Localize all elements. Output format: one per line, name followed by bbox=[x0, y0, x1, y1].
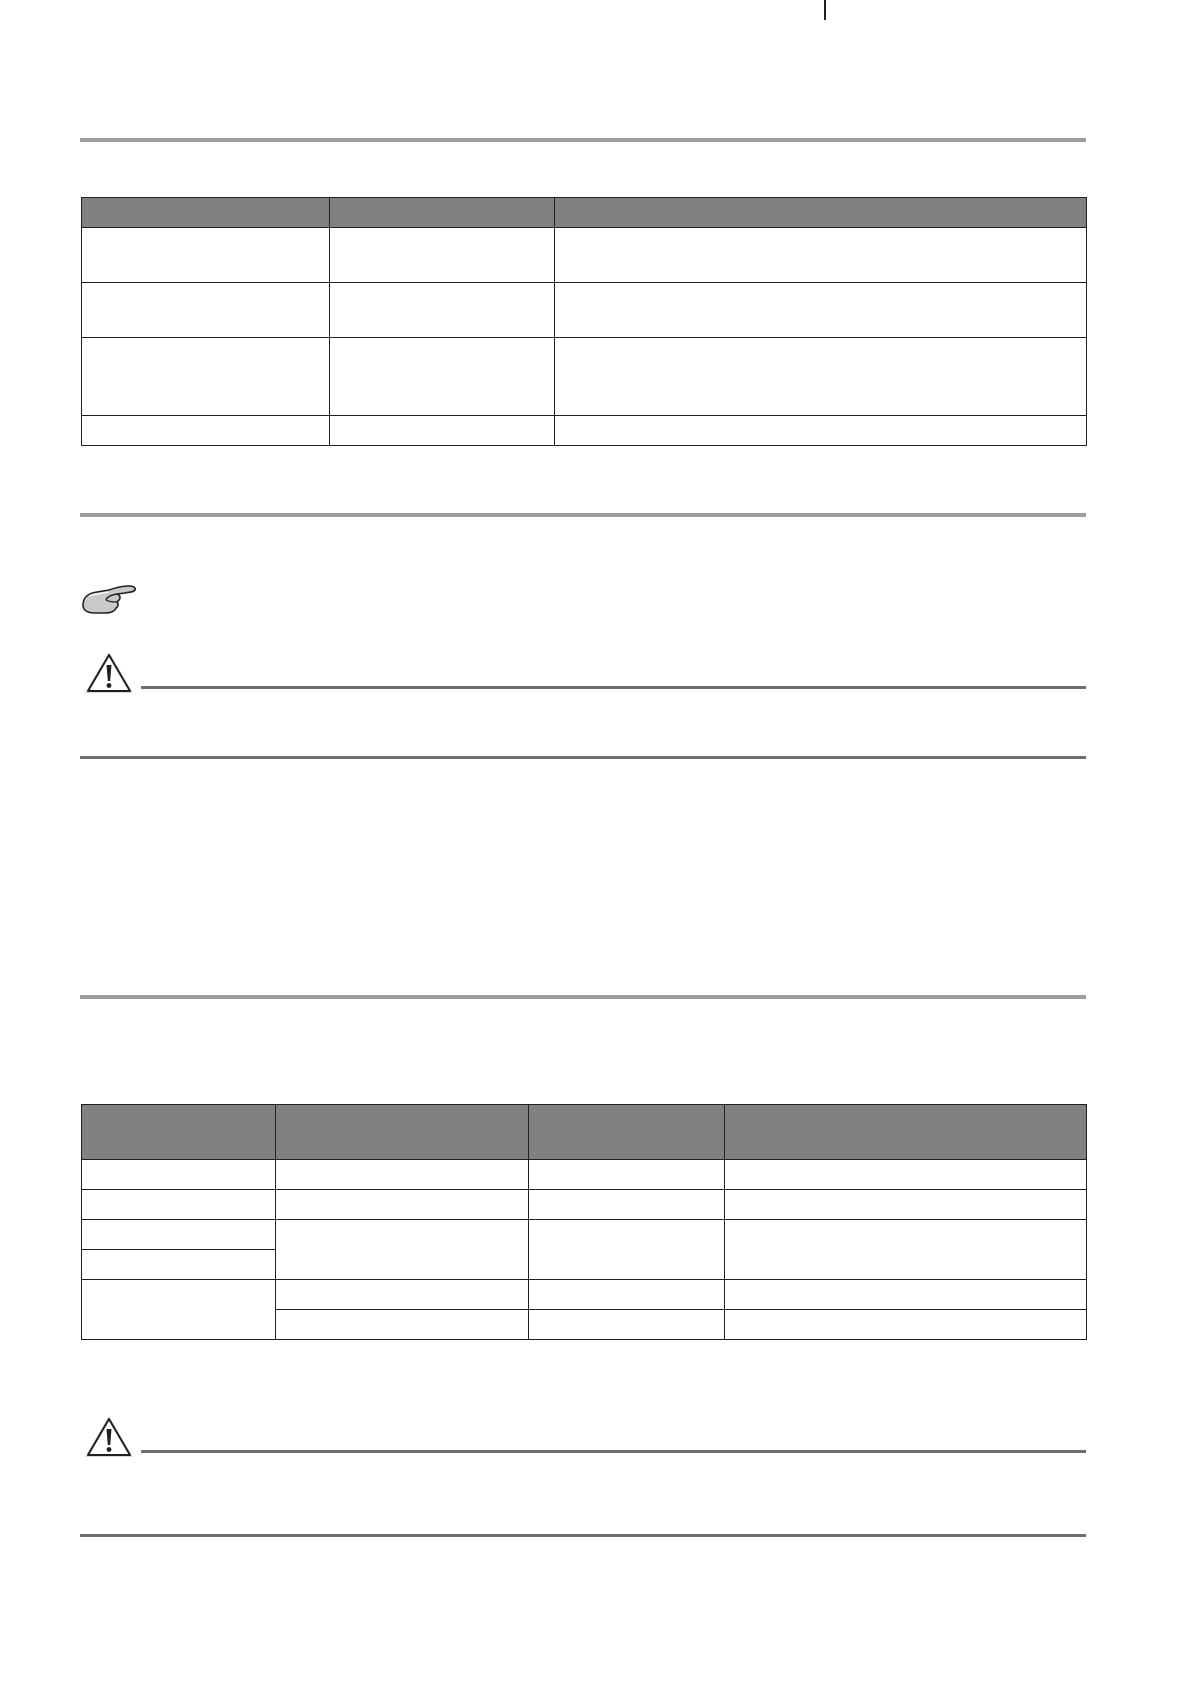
crop-mark bbox=[824, 0, 826, 20]
table-header-cell bbox=[276, 1105, 529, 1160]
table-header-cell bbox=[725, 1105, 1087, 1160]
warning-rule-top-2 bbox=[141, 1450, 1086, 1453]
table-row bbox=[82, 1220, 1087, 1250]
section-rule-1 bbox=[80, 138, 1086, 142]
table-cell bbox=[82, 338, 330, 416]
table-header-cell bbox=[82, 198, 330, 228]
table-header-cell bbox=[555, 198, 1087, 228]
section-rule-2 bbox=[80, 513, 1086, 517]
table-cell bbox=[555, 283, 1087, 338]
table-cell bbox=[276, 1160, 529, 1190]
table-cell bbox=[82, 1250, 276, 1280]
table-cell-merged bbox=[82, 1280, 276, 1340]
table-row bbox=[82, 1280, 1087, 1310]
table-row bbox=[82, 283, 1087, 338]
warning-triangle-icon bbox=[82, 1413, 136, 1461]
table-cell bbox=[276, 1310, 529, 1340]
table-cell bbox=[529, 1160, 725, 1190]
table-cell bbox=[725, 1310, 1087, 1340]
table-row bbox=[82, 338, 1087, 416]
table-cell bbox=[725, 1160, 1087, 1190]
table-row bbox=[82, 228, 1087, 283]
table-header-row bbox=[82, 198, 1087, 228]
table-cell-merged bbox=[725, 1220, 1087, 1280]
warning-rule-top-1 bbox=[141, 686, 1086, 689]
table-cell bbox=[276, 1190, 529, 1220]
table-cell-merged bbox=[276, 1220, 529, 1280]
warning-rule-bottom-1 bbox=[80, 756, 1086, 759]
table-cell bbox=[555, 228, 1087, 283]
table-row bbox=[82, 1190, 1087, 1220]
table-row bbox=[82, 416, 1087, 446]
table-cell bbox=[529, 1190, 725, 1220]
table-row bbox=[82, 1160, 1087, 1190]
table-cell bbox=[330, 416, 555, 446]
table-cell bbox=[555, 338, 1087, 416]
table-header-cell bbox=[330, 198, 555, 228]
table-cell-merged bbox=[529, 1220, 725, 1280]
table-cell bbox=[276, 1280, 529, 1310]
table-cell bbox=[82, 228, 330, 283]
table-cell bbox=[330, 228, 555, 283]
table-cell bbox=[529, 1280, 725, 1310]
warning-rule-bottom-2 bbox=[80, 1534, 1086, 1537]
table-cell bbox=[555, 416, 1087, 446]
table-cell bbox=[330, 283, 555, 338]
section-rule-3 bbox=[80, 995, 1086, 999]
table-cell bbox=[82, 416, 330, 446]
table-cell bbox=[529, 1310, 725, 1340]
table-cell bbox=[82, 1160, 276, 1190]
table-cell bbox=[330, 338, 555, 416]
warning-triangle-icon bbox=[82, 649, 136, 697]
table-cell bbox=[82, 283, 330, 338]
pointing-hand-icon bbox=[81, 584, 137, 616]
table-header-cell bbox=[529, 1105, 725, 1160]
spec-table-2 bbox=[81, 1104, 1087, 1340]
table-header-cell bbox=[82, 1105, 276, 1160]
table-header-row bbox=[82, 1105, 1087, 1160]
table-cell bbox=[82, 1190, 276, 1220]
table-cell bbox=[725, 1280, 1087, 1310]
table-cell bbox=[725, 1190, 1087, 1220]
spec-table-1 bbox=[81, 197, 1087, 446]
table-cell bbox=[82, 1220, 276, 1250]
